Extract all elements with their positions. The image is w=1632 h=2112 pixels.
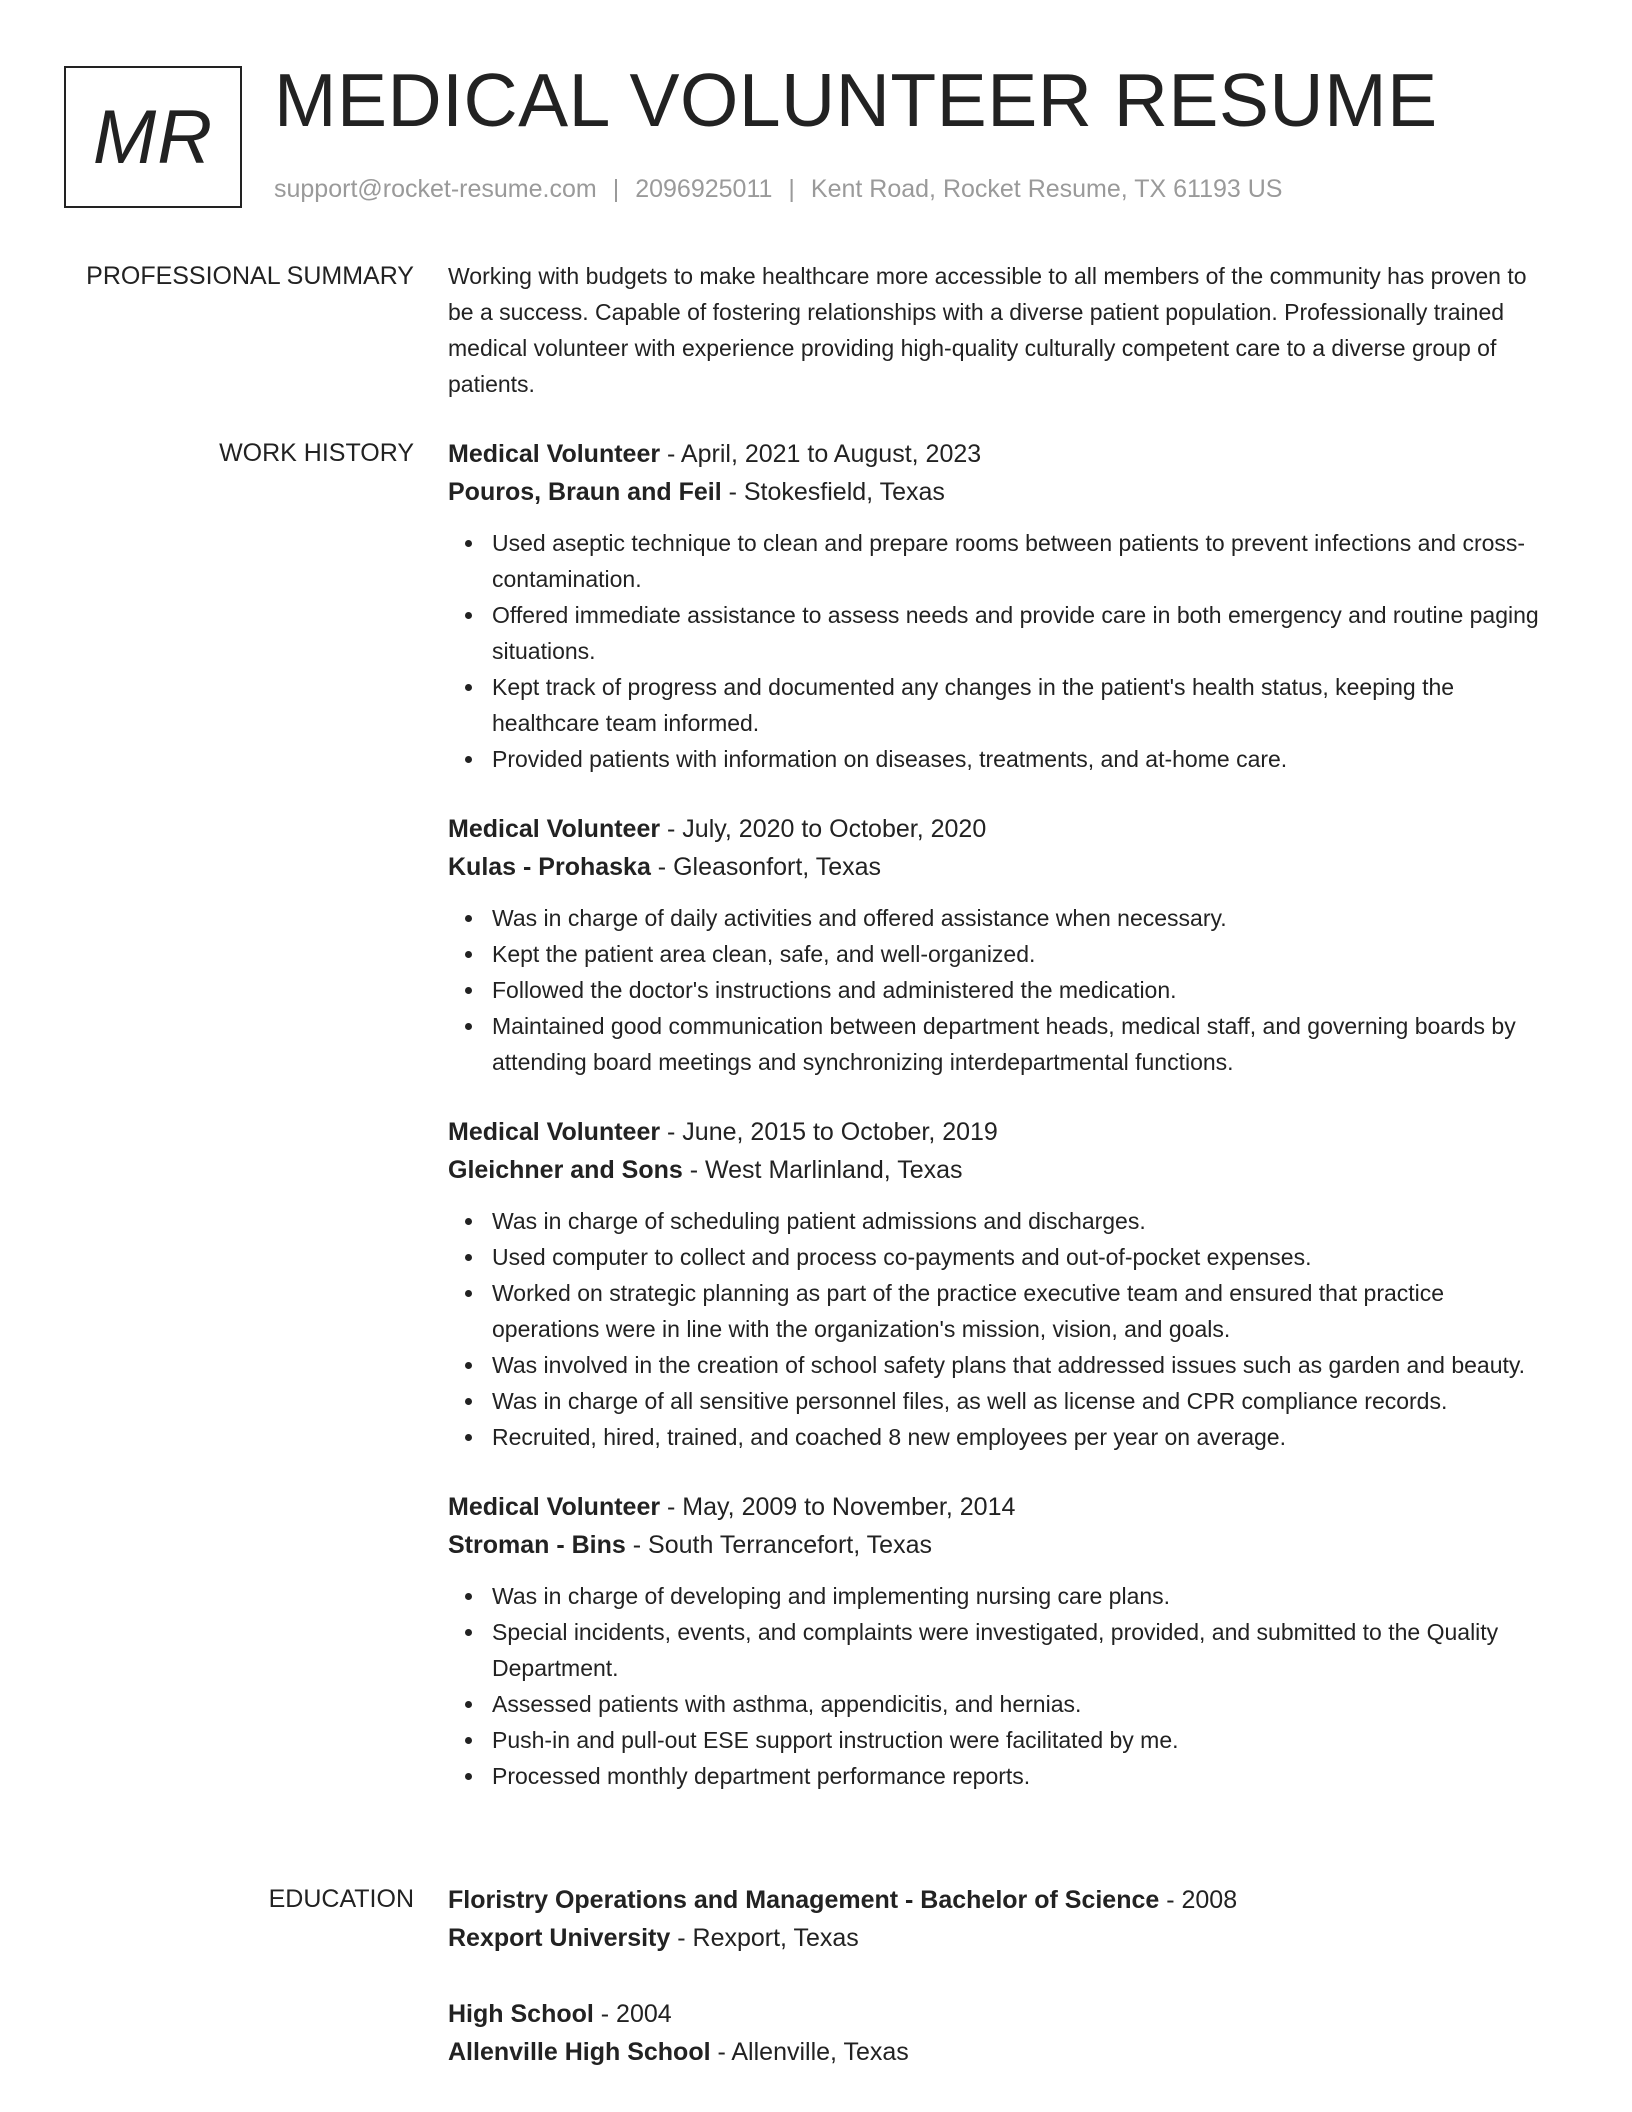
job-location: - West Marlinland, Texas <box>682 1156 963 1184</box>
bullet-item: Was in charge of all sensitive personnel files, as well as license and CPR compliance records. <box>492 1383 1548 1419</box>
job-company-line <box>448 1526 1548 1564</box>
bullet-item: Special incidents, events, and complaints were investigated, provided, and submitted to the Quality Department. <box>492 1614 1548 1686</box>
summary-text: Working with budgets to make healthcare more accessible to all members of the community has proven to be a success. Capable of fostering relationships with a diverse patient population. Professionally trained medical volunteer with experience providing high-quality culturally competent care to a diverse group of patients. <box>448 263 1527 397</box>
bullet-item: Provided patients with information on diseases, treatments, and at-home care. <box>492 741 1548 777</box>
job-company: Pouros, Braun and Feil <box>448 478 722 506</box>
job-company-line <box>448 1151 1548 1189</box>
job-dates: - July, 2020 to October, 2020 <box>660 815 987 843</box>
job-company: Gleichner and Sons <box>448 1156 683 1184</box>
bullet-item: Followed the doctor's instructions and administered the medication. <box>492 972 1548 1008</box>
job-title-line <box>448 1488 1548 1526</box>
bullet-item: Worked on strategic planning as part of the practice executive team and ensured that practice operations were in line with the organization's mission, vision, and goals. <box>492 1275 1548 1347</box>
job-dates: - April, 2021 to August, 2023 <box>660 440 982 468</box>
job-bullets <box>448 900 1548 1080</box>
job-bullets <box>448 1203 1548 1455</box>
education-body <box>448 1881 1548 2109</box>
school-line <box>448 2033 1548 2071</box>
section-label-education: EDUCATION <box>268 1885 414 1913</box>
contact-address: Kent Road, Rocket Resume, TX 61193 US <box>810 175 1283 203</box>
degree-year: - 2008 <box>1159 1886 1238 1914</box>
school: Rexport University <box>448 1924 671 1952</box>
bullet-item: Used computer to collect and process co-payments and out-of-pocket expenses. <box>492 1239 1548 1275</box>
education-entry <box>448 1995 1548 2071</box>
bullet-item: Kept track of progress and documented any changes in the patient's health status, keeping the healthcare team informed. <box>492 669 1548 741</box>
bullet-item: Kept the patient area clean, safe, and well-organized. <box>492 936 1548 972</box>
job-dates: - June, 2015 to October, 2019 <box>660 1118 998 1146</box>
school-location: - Allenville, Texas <box>710 2038 909 2066</box>
bullet-item: Was in charge of scheduling patient admissions and discharges. <box>492 1203 1548 1239</box>
job-company: Stroman - Bins <box>448 1531 626 1559</box>
summary-body <box>448 258 1548 402</box>
school: Allenville High School <box>448 2038 711 2066</box>
page-title: MEDICAL VOLUNTEER RESUME <box>274 58 1438 142</box>
bullet-item: Was in charge of daily activities and offered assistance when necessary. <box>492 900 1548 936</box>
job-company-line <box>448 473 1548 511</box>
job-entry <box>448 810 1548 1080</box>
job-title: Medical Volunteer <box>448 815 661 843</box>
job-company: Kulas - Prohaska <box>448 853 651 881</box>
bullet-item: Assessed patients with asthma, appendicitis, and hernias. <box>492 1686 1548 1722</box>
job-dates: - May, 2009 to November, 2014 <box>660 1493 1016 1521</box>
bullet-item: Maintained good communication between department heads, medical staff, and governing boards by attending board meetings and synchronizing interdepartmental functions. <box>492 1008 1548 1080</box>
separator: | <box>788 175 795 203</box>
bullet-item: Processed monthly department performance reports. <box>492 1758 1548 1794</box>
job-location: - South Terrancefort, Texas <box>625 1531 932 1559</box>
job-title-line <box>448 435 1548 473</box>
degree-line <box>448 1995 1548 2033</box>
bullet-item: Was involved in the creation of school safety plans that addressed issues such as garden and beauty. <box>492 1347 1548 1383</box>
contact-phone[interactable]: 2096925011 <box>635 175 773 203</box>
contact-email[interactable]: support@rocket-resume.com <box>274 175 597 203</box>
job-title: Medical Volunteer <box>448 1118 661 1146</box>
bullet-item: Used aseptic technique to clean and prepare rooms between patients to prevent infections and cross-contamination. <box>492 525 1548 597</box>
degree-line <box>448 1881 1548 1919</box>
section-label-summary: PROFESSIONAL SUMMARY <box>86 262 414 290</box>
monogram-logo: MR <box>64 66 242 208</box>
bullet-item: Recruited, hired, trained, and coached 8 new employees per year on average. <box>492 1419 1548 1455</box>
job-title: Medical Volunteer <box>448 440 661 468</box>
separator: | <box>612 175 620 203</box>
job-entry <box>448 435 1548 777</box>
bullet-item: Push-in and pull-out ESE support instruction were facilitated by me. <box>492 1722 1548 1758</box>
bullet-item: Was in charge of developing and implementing nursing care plans. <box>492 1578 1548 1614</box>
bullet-item: Offered immediate assistance to assess needs and provide care in both emergency and routine paging situations. <box>492 597 1548 669</box>
job-title-line <box>448 1113 1548 1151</box>
degree-year: - 2004 <box>593 2000 672 2028</box>
degree: Floristry Operations and Management - Bachelor of Science <box>448 1886 1160 1914</box>
contact-line <box>274 175 1282 204</box>
education-entry <box>448 1881 1548 1957</box>
job-title: Medical Volunteer <box>448 1493 661 1521</box>
job-entry <box>448 1488 1548 1794</box>
degree: High School <box>448 2000 594 2028</box>
job-company-line <box>448 848 1548 886</box>
job-bullets <box>448 525 1548 777</box>
section-label-work: WORK HISTORY <box>219 439 414 467</box>
job-bullets <box>448 1578 1548 1794</box>
job-title-line <box>448 810 1548 848</box>
school-line <box>448 1919 1548 1957</box>
job-location: - Stokesfield, Texas <box>721 478 945 506</box>
job-location: - Gleasonfort, Texas <box>650 853 882 881</box>
school-location: - Rexport, Texas <box>670 1924 859 1952</box>
job-entry <box>448 1113 1548 1455</box>
work-body <box>448 435 1548 1827</box>
